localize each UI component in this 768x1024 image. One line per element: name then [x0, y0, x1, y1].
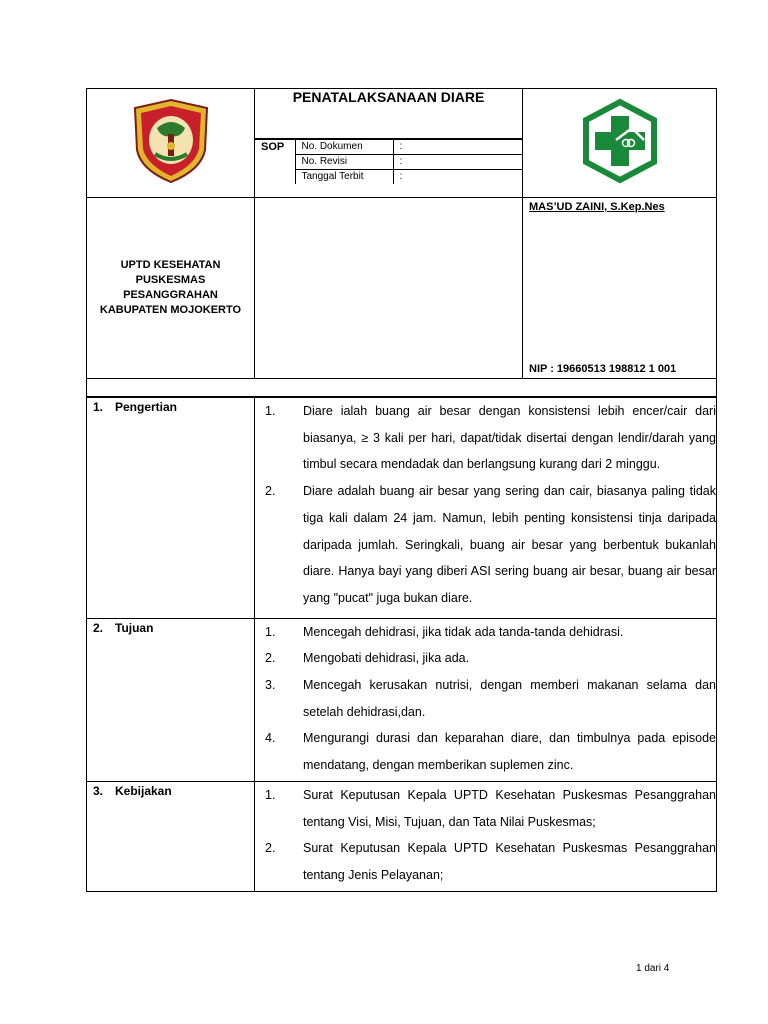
sop-label: SOP	[255, 140, 295, 185]
list-item	[255, 782, 716, 835]
sop-header-table	[86, 88, 717, 397]
meta-label: No. Dokumen	[295, 140, 393, 155]
spacer-row	[87, 379, 717, 397]
item-number: 1.	[265, 787, 276, 802]
meta-label: No. Revisi	[295, 155, 393, 170]
organization-line: PUSKESMAS	[135, 274, 206, 286]
blank-cell	[255, 198, 523, 379]
item-text: Mencegah dehidrasi, jika tidak ada tanda-tanda dehidrasi.	[303, 624, 624, 639]
section-heading	[87, 398, 255, 619]
document-title: PENATALAKSANAAN DIARE	[255, 89, 523, 139]
section-tujuan	[87, 618, 717, 781]
item-number: 1.	[265, 624, 276, 639]
section-number: 2.	[93, 620, 104, 635]
section-title: Tujuan	[115, 620, 154, 635]
section-content	[255, 781, 717, 891]
organization-line: UPTD KESEHATAN	[120, 259, 221, 271]
item-text: Diare adalah buang air besar yang sering dan cair, biasanya paling tidak tiga kali dalam 24 jam. Namun, lebih penting konsistensi tinja daripada daripada jumlah. Seringkali, buang air besar yang berbentuk bukanlah diare. Hanya bayi yang diberi ASI sering buang air besar, buang air besar yang "pucat" juga bukan diare.	[303, 484, 716, 605]
section-content	[255, 398, 717, 619]
item-number: 2.	[265, 841, 276, 856]
list-item	[255, 835, 716, 888]
list-item	[255, 619, 716, 646]
item-number: 2.	[265, 484, 276, 499]
document-meta-table	[255, 139, 522, 184]
item-text: Mengurangi durasi dan keparahan diare, dan timbulnya pada episode mendatang, dengan memberikan suplemen zinc.	[303, 731, 716, 773]
meta-value: :	[393, 170, 522, 185]
section-kebijakan	[87, 781, 717, 891]
list-item	[255, 478, 716, 612]
puskesmas-logo-icon	[580, 98, 660, 184]
sop-content-table	[86, 397, 717, 892]
signatory-name: MAS’UD ZAINI, S.Kep.Nes	[529, 201, 665, 213]
list-item	[255, 645, 716, 672]
item-text: Mengobati dehidrasi, jika ada.	[303, 651, 470, 666]
section-heading	[87, 618, 255, 781]
list-item	[255, 725, 716, 778]
section-number: 1.	[93, 400, 104, 414]
meta-value: :	[393, 155, 522, 170]
signatory-nip: NIP : 19660513 198812 1 001	[529, 363, 677, 375]
list-item	[255, 398, 716, 478]
organization-line: KABUPATEN MOJOKERTO	[99, 304, 242, 316]
section-pengertian	[87, 398, 717, 619]
item-number: 2.	[265, 651, 276, 666]
item-text: Surat Keputusan Kepala UPTD Kesehatan Puskesmas Pesanggrahan tentang Visi, Misi, Tujuan, dan Tata Nilai Puskesmas;	[303, 787, 716, 829]
signature-cell	[523, 198, 717, 379]
list-item	[255, 672, 716, 725]
puskesmas-logo-cell	[523, 89, 717, 198]
organization-cell	[87, 198, 255, 379]
section-heading	[87, 781, 255, 891]
item-text: Mencegah kerusakan nutrisi, dengan memberi makanan selama dan setelah dehidrasi,dan.	[303, 678, 716, 719]
item-number: 4.	[265, 731, 276, 746]
section-content	[255, 618, 717, 781]
page-number: 1 dari 4	[636, 963, 670, 974]
item-text: Surat Keputusan Kepala UPTD Kesehatan Puskesmas Pesanggrahan tentang Jenis Pelayanan;	[303, 841, 716, 882]
item-number: 3.	[265, 678, 276, 693]
item-text: Diare ialah buang air besar dengan konsistensi lebih encer/cair dari biasanya, ≥ 3 kali per hari, dapat/tidak disertai dengan lendir/darah yang timbul secara mendadak dan berlangsung kurang dari 2 minggu.	[303, 404, 716, 472]
regency-seal-cell	[87, 89, 255, 198]
organization-line: PESANGGRAHAN	[123, 289, 218, 301]
meta-label: Tanggal Terbit	[295, 170, 393, 185]
section-title: Kebijakan	[115, 783, 172, 798]
item-number: 1.	[265, 404, 276, 418]
section-title: Pengertian	[115, 400, 178, 414]
section-number: 3.	[93, 783, 104, 798]
regency-seal-icon	[131, 98, 211, 184]
meta-value: :	[393, 140, 522, 155]
document-meta-cell	[255, 139, 523, 198]
